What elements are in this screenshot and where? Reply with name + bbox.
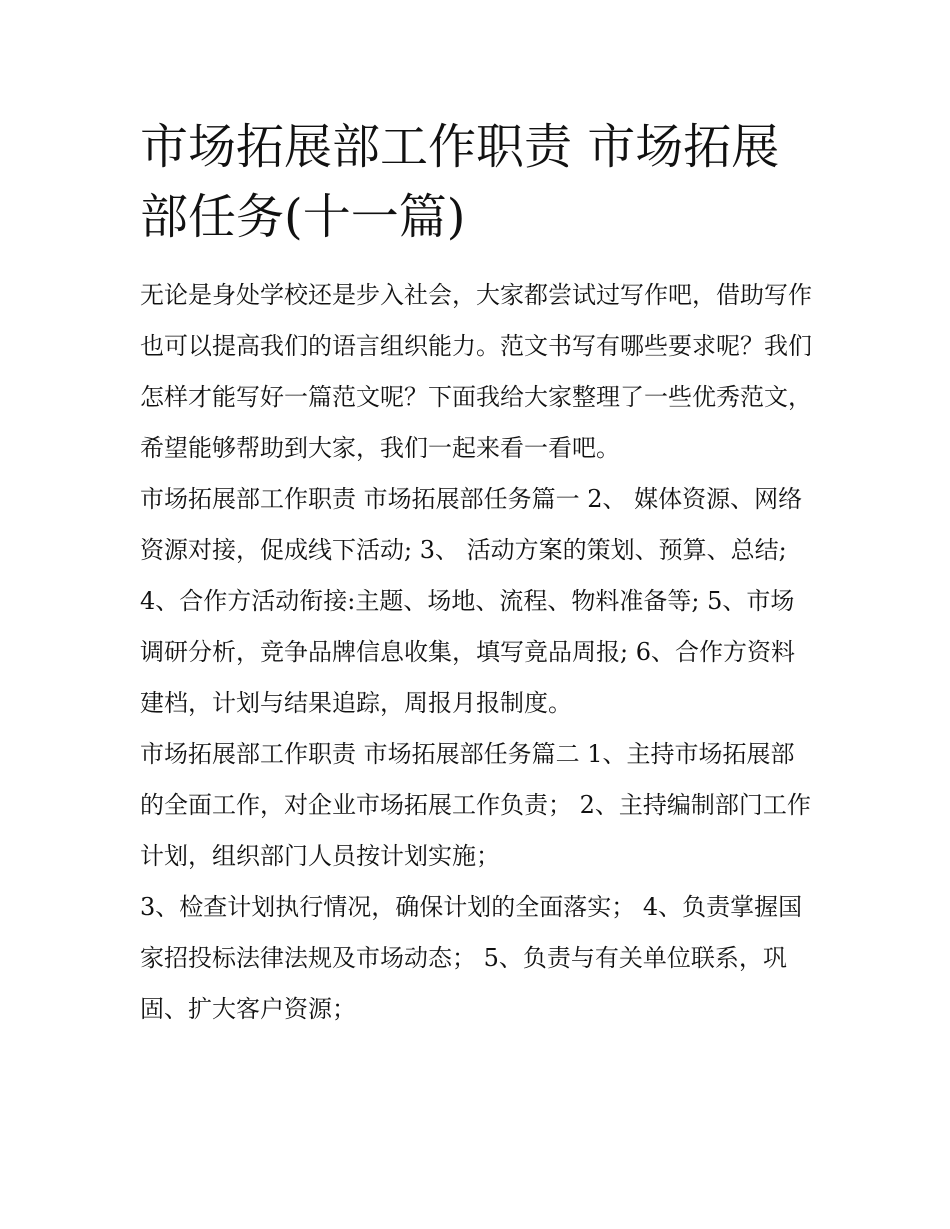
paragraph-section-two-b: 3、检查计划执行情况，确保计划的全面落实； 4、负责掌握国家招投标法律法规及市场动态； 5、负责与有关单位联系，巩固、扩大客户资源； — [140, 893, 803, 1023]
paragraph-section-one-b: 4、合作方活动衔接:主题、场地、流程、物料准备等; 5、市场调研分析，竞争品牌信息收集，填写竟品周报; 6、合作方资料建档，计划与结果追踪，周报月报制度。 — [140, 587, 795, 717]
document-body — [140, 112, 815, 1035]
document-title: 市场拓展部工作职责 市场拓展部任务(十一篇) — [140, 119, 780, 245]
paragraph-section-two-a: 市场拓展部工作职责 市场拓展部任务篇二 1、主持市场拓展部的全面工作，对企业市场拓展工作负责； 2、主持编制部门工作计划，组织部门人员按计划实施； — [140, 740, 811, 870]
paragraph-section-one-a: 市场拓展部工作职责 市场拓展部任务篇一 2、 媒体资源、网络资源对接，促成线下活动; 3、 活动方案的策划、预算、总结; — [140, 485, 803, 564]
paragraph-intro: 无论是身处学校还是步入社会，大家都尝试过写作吧，借助写作也可以提高我们的语言组织能力。范文书写有哪些要求呢？我们怎样才能写好一篇范文呢？下面我给大家整理了一些优秀范文，希望能够帮助到大家，我们一起来看一看吧。 — [140, 281, 812, 462]
